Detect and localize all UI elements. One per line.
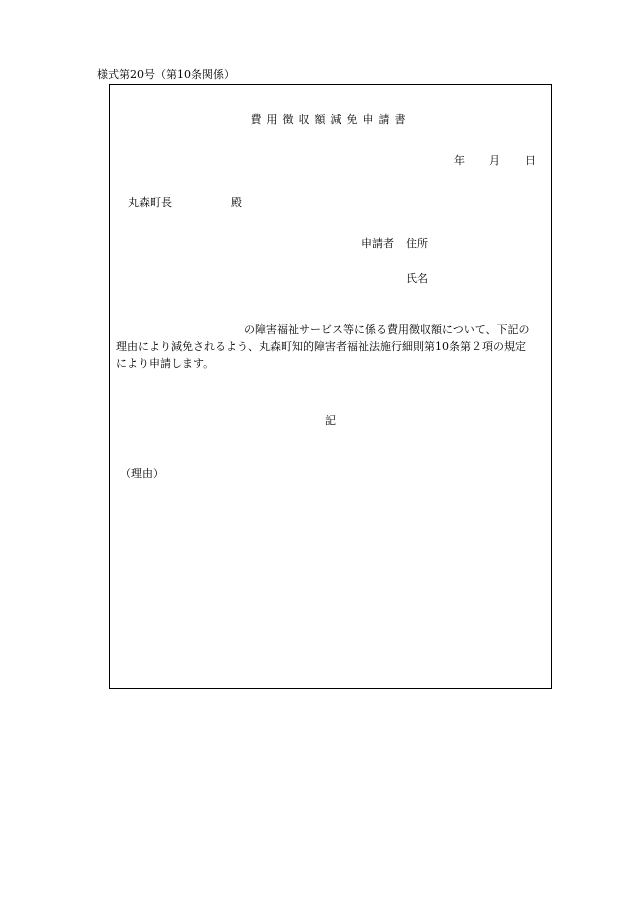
address-label: 住所 <box>406 237 428 250</box>
date-year-label: 年 <box>454 154 465 167</box>
body-line: により申請します。 <box>116 357 215 370</box>
ki-heading: 記 <box>325 414 336 427</box>
date-day-label: 日 <box>525 154 536 167</box>
request-body <box>116 321 548 372</box>
reason-label: （理由） <box>120 467 164 480</box>
form-number: 様式第20号（第10条関係） <box>97 68 235 81</box>
application-form <box>109 84 552 689</box>
document-title: 費用徴収額減免申請書 <box>250 113 411 126</box>
body-line: の障害福祉サービス等に係る費用徴収額について、下記の <box>244 323 530 336</box>
name-label: 氏名 <box>406 272 428 285</box>
honorific: 殿 <box>231 196 242 209</box>
date-month-label: 月 <box>489 154 500 167</box>
body-line: 理由により減免されるよう、丸森町知的障害者福祉法施行細則第10条第２項の規定 <box>116 340 526 353</box>
applicant-label: 申請者 <box>361 237 394 250</box>
addressee: 丸森町長 <box>128 196 172 209</box>
